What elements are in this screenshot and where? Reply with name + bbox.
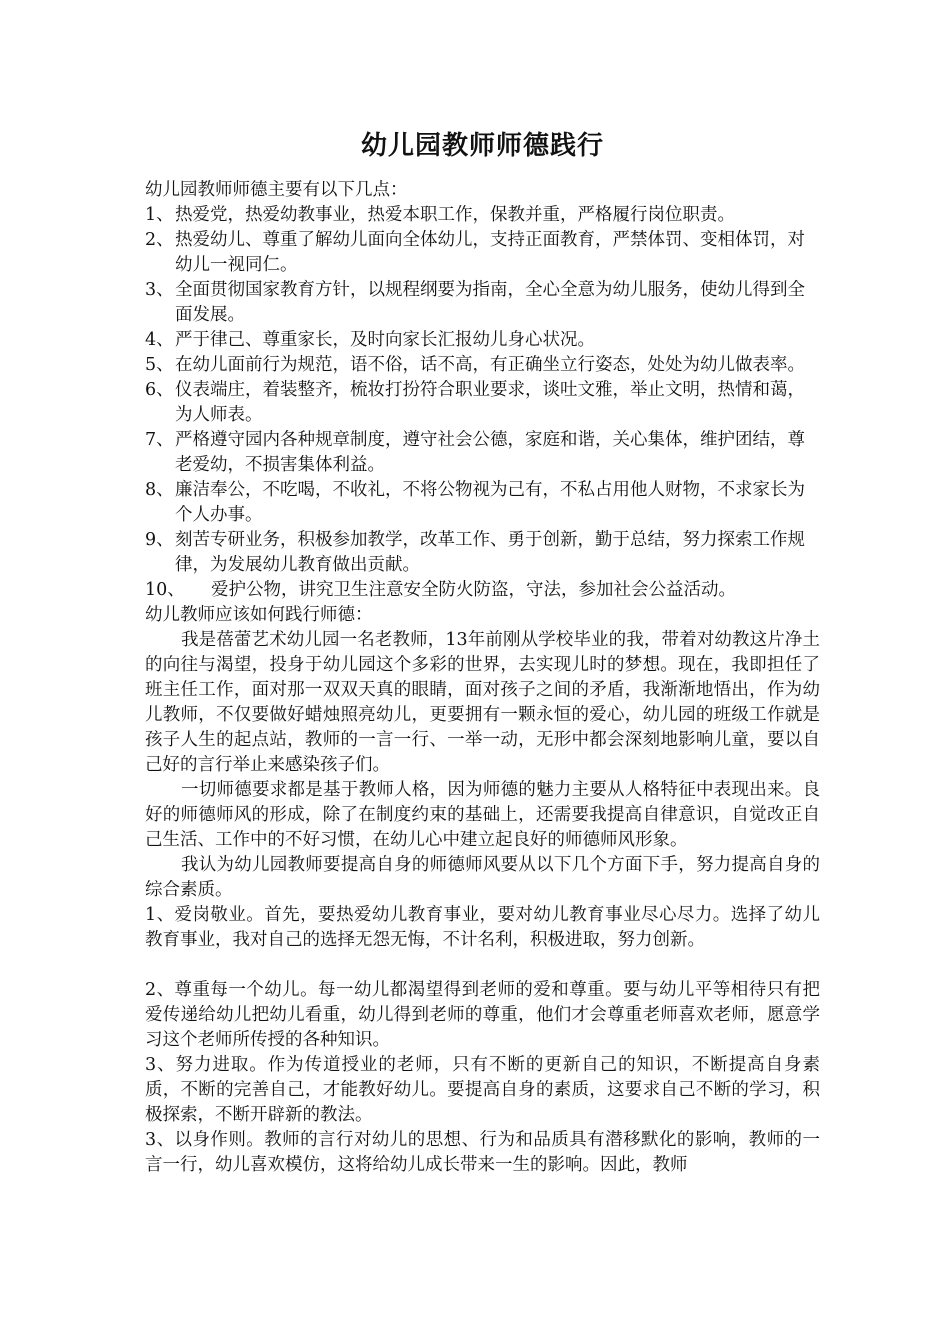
list-item — [145, 328, 820, 353]
list-text: 全面贯彻国家教育方针，以规程纲要为指南，全心全意为幼儿服务，使幼儿得到全面发展。 — [175, 280, 805, 325]
list-item — [145, 228, 820, 278]
list-number: 5、 — [145, 355, 174, 375]
list-number: 2、 — [145, 230, 174, 250]
list-item — [145, 428, 820, 478]
body-paragraph: 一切师德要求都是基于教师人格，因为师德的魅力主要从人格特征中表现出来。良好的师德师风的形成，除了在制度约束的基础上，还需要我提高自律意识，自觉改正自己生活、工作中的不好习惯，在幼儿心中建立起良好的师德师风形象。 — [145, 780, 820, 850]
list-text: 仪表端庄，着装整齐，梳妆打扮符合职业要求，谈吐文雅，举止文明，热情和蔼，为人师表。 — [175, 380, 805, 425]
list-number: 1、 — [145, 205, 174, 225]
list-text: 严格遵守园内各种规章制度，遵守社会公德，家庭和谐，关心集体，维护团结，尊老爱幼，不损害集体利益。 — [175, 430, 805, 475]
list-text: 廉洁奉公，不吃喝，不收礼，不将公物视为己有，不私占用他人财物，不求家长为个人办事。 — [175, 480, 805, 525]
document-title: 幼儿园教师师德践行 — [360, 131, 604, 161]
intro-line: 幼儿园教师师德主要有以下几点： — [145, 180, 408, 200]
list-text: 爱护公物，讲究卫生注意安全防火防盗，守法，参加社会公益活动。 — [211, 580, 736, 600]
list-number: 8、 — [145, 480, 174, 500]
document-page — [145, 128, 820, 1178]
list-number: 6、 — [145, 380, 174, 400]
subheading: 幼儿教师应该如何践行师德： — [145, 605, 373, 625]
list-text: 热爱幼儿、尊重了解幼儿面向全体幼儿，支持正面教育，严禁体罚、变相体罚，对幼儿一视同仁。 — [175, 230, 805, 275]
body-paragraph: 我认为幼儿园教师要提高自身的师德师风要从以下几个方面下手，努力提高自身的综合素质。 — [145, 855, 820, 900]
aspect-paragraph: 3、以身作则。教师的言行对幼儿的思想、行为和品质具有潜移默化的影响，教师的一言一行，幼儿喜欢模仿，这将给幼儿成长带来一生的影响。因此，教师 — [145, 1130, 820, 1175]
list-item — [145, 353, 820, 378]
ethics-list — [145, 203, 820, 603]
list-text: 热爱党，热爱幼教事业，热爱本职工作，保教并重，严格履行岗位职责。 — [175, 205, 735, 225]
list-number: 4、 — [145, 330, 174, 350]
list-number: 9、 — [145, 530, 174, 550]
list-text: 在幼儿面前行为规范，语不俗，话不高，有正确坐立行姿态，处处为幼儿做表率。 — [175, 355, 805, 375]
list-number: 10、 — [145, 580, 185, 600]
blank-line — [145, 953, 820, 978]
list-item — [145, 528, 820, 578]
body-paragraph: 我是蓓蕾艺术幼儿园一名老教师，13年前刚从学校毕业的我，带着对幼教这片净土的向往与渴望，投身于幼儿园这个多彩的世界，去实现儿时的梦想。现在，我即担任了班主任工作，面对那一双双天真的眼睛，面对孩子之间的矛盾，我渐渐地悟出，作为幼儿教师，不仅要做好蜡烛照亮幼儿，更要拥有一颗永恒的爱心，幼儿园的班级工作就是孩子人生的起点站，教师的一言一行、一举一动，无形中都会深刻地影响儿童，要以自己好的言行举止来感染孩子们。 — [145, 630, 820, 775]
list-item — [145, 378, 820, 428]
list-item — [145, 278, 820, 328]
list-number: 3、 — [145, 280, 174, 300]
list-text: 刻苦专研业务，积极参加教学，改革工作、勇于创新，勤于总结，努力探索工作规律，为发展幼儿教育做出贡献。 — [175, 530, 805, 575]
aspect-paragraph: 2、尊重每一个幼儿。每一幼儿都渴望得到老师的爱和尊重。要与幼儿平等相待只有把爱传递给幼儿把幼儿看重，幼儿得到老师的尊重，他们才会尊重老师喜欢老师，愿意学习这个老师所传授的各种知识。 — [145, 980, 820, 1050]
list-item — [145, 578, 820, 603]
aspect-paragraph: 1、爱岗敬业。首先，要热爱幼儿教育事业，要对幼儿教育事业尽心尽力。选择了幼儿教育事业，我对自己的选择无怨无悔，不计名利，积极进取，努力创新。 — [145, 905, 820, 950]
list-text: 严于律己、尊重家长，及时向家长汇报幼儿身心状况。 — [175, 330, 595, 350]
aspect-paragraph: 3、努力进取。作为传道授业的老师，只有不断的更新自己的知识，不断提高自身素质，不断的完善自己，才能教好幼儿。要提高自身的素质，这要求自己不断的学习，积极探索，不断开辟新的教法。 — [145, 1055, 820, 1125]
list-item — [145, 478, 820, 528]
list-number: 7、 — [145, 430, 174, 450]
list-item — [145, 203, 820, 228]
